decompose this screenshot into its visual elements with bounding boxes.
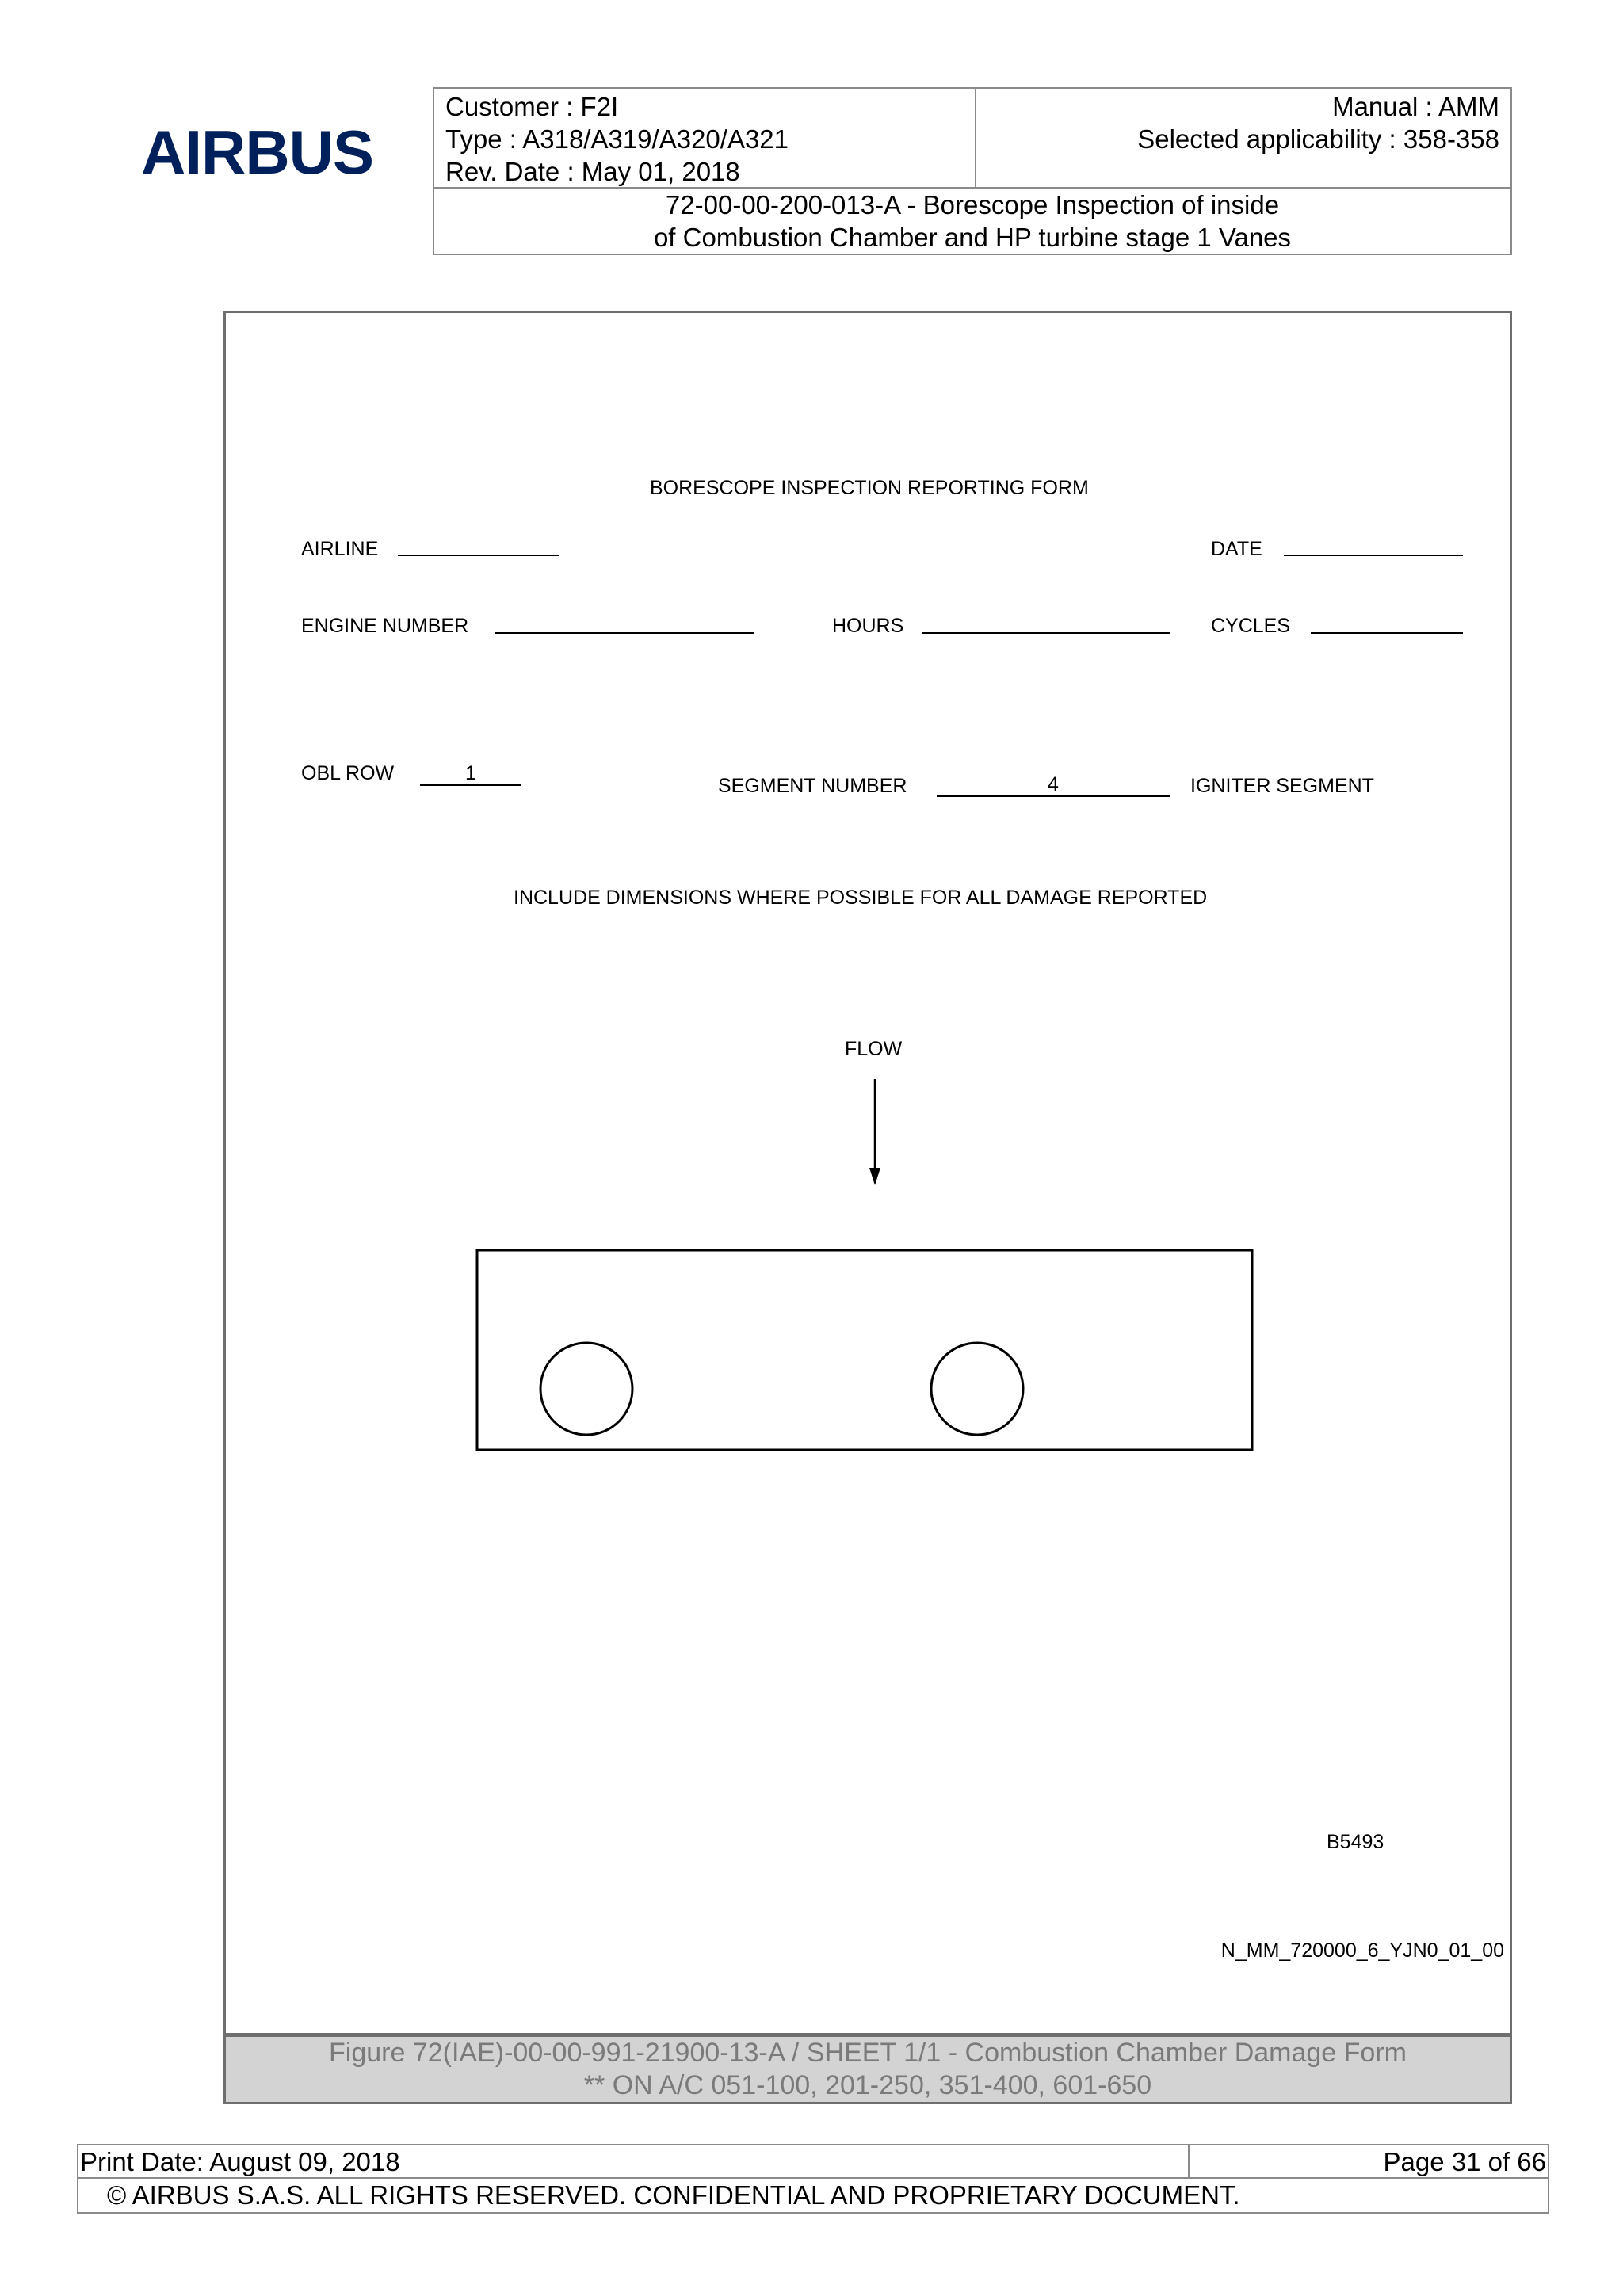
task-title-line1: 72-00-00-200-013-A - Borescope Inspection of inside — [665, 190, 1280, 219]
date-label: DATE — [1211, 538, 1262, 560]
instruction-text: INCLUDE DIMENSIONS WHERE POSSIBLE FOR ALL DAMAGE REPORTED — [514, 887, 1208, 909]
caption-line2: ** ON A/C 051-100, 201-250, 351-400, 601-650 — [583, 2070, 1152, 2100]
print-date-text: Print Date: August 09, 2018 — [80, 2147, 400, 2176]
engine-number-label: ENGINE NUMBER — [301, 615, 469, 637]
footer-print-date-cell — [78, 2145, 1190, 2179]
customer-text: Customer : F2I — [445, 92, 619, 121]
cycles-label: CYCLES — [1211, 615, 1291, 637]
flow-arrow-head — [869, 1168, 880, 1185]
airline-label: AIRLINE — [301, 538, 379, 560]
copyright-text: © AIRBUS S.A.S. ALL RIGHTS RESERVED. CONFIDENTIAL AND PROPRIETARY DOCUMENT. — [107, 2180, 1240, 2210]
caption-line1: Figure 72(IAE)-00-00-991-21900-13-A / SHEET 1/1 - Combustion Chamber Damage Form — [329, 2038, 1407, 2068]
combustion-segment-outline — [477, 1250, 1252, 1450]
footer-page-cell — [1190, 2145, 1548, 2179]
segment-number-label: SEGMENT NUMBER — [718, 775, 907, 797]
page-number-text: Page 31 of 66 — [1383, 2147, 1546, 2176]
form-title: BORESCOPE INSPECTION REPORTING FORM — [650, 477, 1089, 499]
drawing-reference: N_MM_720000_6_YJN0_01_00 — [1220, 1939, 1504, 1962]
segment-number-value: 4 — [1048, 773, 1059, 795]
segment-hole-right — [931, 1343, 1023, 1435]
obl-row-label: OBL ROW — [301, 762, 395, 784]
document-footer — [77, 2144, 1549, 2214]
flow-label: FLOW — [845, 1038, 903, 1060]
aircraft-type-text: Type : A318/A319/A320/A321 — [445, 124, 789, 154]
figure-code: B5493 — [1327, 1831, 1384, 1853]
applicability-text: Selected applicability : 358-358 — [1137, 124, 1499, 154]
revision-date-text: Rev. Date : May 01, 2018 — [445, 157, 740, 186]
segment-hole-left — [540, 1343, 632, 1435]
manual-text: Manual : AMM — [1332, 92, 1499, 121]
igniter-segment-label: IGNITER SEGMENT — [1190, 775, 1374, 797]
figure-caption — [223, 2033, 1512, 2104]
airbus-logo: AIRBUS — [141, 117, 374, 187]
obl-row-value: 1 — [465, 762, 476, 784]
task-title-line2: of Combustion Chamber and HP turbine stage 1 Vanes — [653, 223, 1292, 252]
hours-label: HOURS — [832, 615, 904, 637]
